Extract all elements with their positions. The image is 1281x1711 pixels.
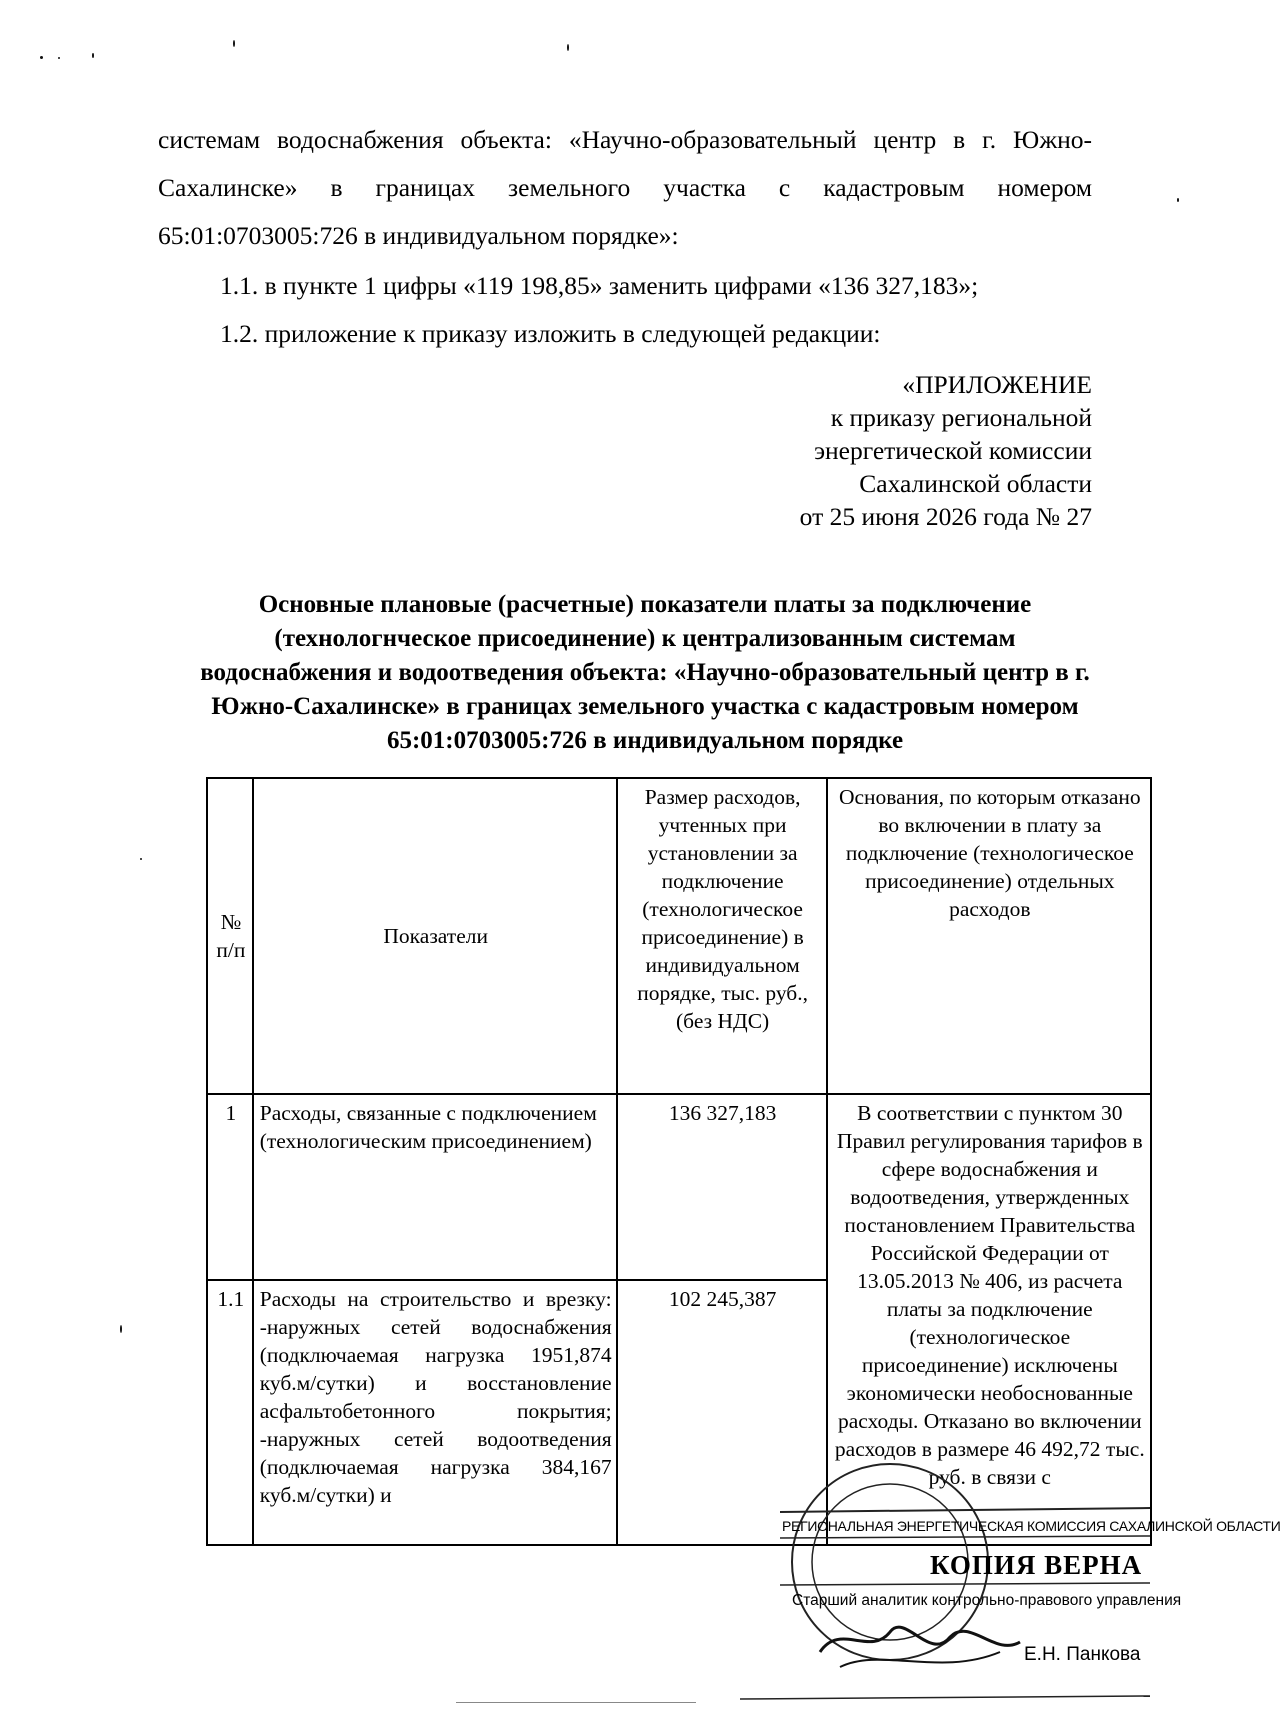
- amendment-item-1: 1.1. в пункте 1 цифры «119 198,85» заменить цифрами «136 327,183»;: [220, 271, 979, 300]
- stamp-signatory-name: Е.Н. Панкова: [1024, 1644, 1141, 1665]
- row-indicator: Расходы, связанные с подключением (технологическим присоединением): [253, 1094, 617, 1280]
- stamp-position: Старший аналитик контрольно-правового управления: [792, 1592, 1182, 1609]
- appendix-line: к приказу региональной: [830, 403, 1092, 432]
- scan-speck: [456, 1702, 696, 1703]
- header-amount: Размер расходов, учтенных при установлении за подключение (технологическое присоединение) в индивидуальном порядке, тыс. руб., (без НДС): [617, 778, 827, 1094]
- row-amount: 136 327,183: [617, 1094, 827, 1280]
- table-header-row: [207, 778, 1151, 1094]
- table-row: [207, 1094, 1151, 1280]
- scan-speck: [140, 858, 142, 860]
- stamp-copy-certified: КОПИЯ ВЕРНА: [930, 1550, 1143, 1580]
- header-reasons: Основания, по которым отказано во включении в плату за подключение (технологическое присоединение) отдельных расходов: [827, 778, 1151, 1094]
- scan-speck: [92, 53, 94, 58]
- row-indicator-text: Расходы на строительство и врезку: -наружных сетей водоснабжения (подключаемая нагрузка 1951,874 куб.м/сутки) и восстановление асфальтобетонного покрытия; -наружных сетей водоотведения (подключаемая нагрузка 384,167 куб.м/сутки) и: [259, 1287, 612, 1507]
- scan-speck: [233, 40, 235, 47]
- certification-stamp: [780, 1452, 1281, 1711]
- scan-speck: [40, 56, 43, 59]
- scan-speck: [567, 44, 569, 51]
- indicators-table: [206, 777, 1152, 1546]
- header-num: № п/п: [207, 778, 253, 1094]
- seal-icon: [780, 1452, 1160, 1711]
- row-num: 1.1: [207, 1280, 253, 1545]
- amendment-item-2: 1.2. приложение к приказу изложить в следующей редакции:: [220, 319, 881, 348]
- document-heading: Основные плановые (расчетные) показатели платы за подключение (технологнческое присоединение) к централизованным системам водоснабжения и водоотведения объекта: «Научно-образовательный центр в г. Южно-Сахалинске» в границах земельного участка с кадастровым номером 65:01:0703005:726 в индивидуальном порядке: [200, 591, 1090, 754]
- scan-speck: [58, 57, 60, 59]
- appendix-title: «ПРИЛОЖЕНИЕ: [902, 370, 1092, 399]
- reasons-cell: В соответствии с пунктом 30 Правил регулирования тарифов в сфере водоснабжения и водоотведения, утвержденных постановлением Правительства Российской Федерации от 13.05.2013 № 406, из расчета платы за подключение (технологическое присоединение) исключены экономически необоснованные расходы. Отказано во включении расходов в размере 46 492,72 тыс. руб. в связи с: [827, 1094, 1151, 1545]
- appendix-date-number: от 25 июня 2026 года № 27: [799, 502, 1092, 531]
- row-amount: 102 245,387: [617, 1280, 827, 1545]
- appendix-line: Сахалинской области: [859, 469, 1092, 498]
- appendix-line: энергетической комиссии: [814, 436, 1092, 465]
- stamp-organization: РЕГИОНАЛЬНАЯ ЭНЕРГЕТИЧЕСКАЯ КОМИССИЯ САХАЛИНСКОЙ ОБЛАСТИ: [782, 1518, 1281, 1534]
- header-indicator: Показатели: [253, 778, 617, 1094]
- row-indicator: [253, 1280, 617, 1545]
- intro-paragraph: системам водоснабжения объекта: «Научно-образовательный центр в г. Южно-Сахалинске» в границах земельного участка с кадастровым номером 65:01:0703005:726 в индивидуальном порядке»:: [158, 125, 1092, 250]
- appendix-header: [800, 368, 1092, 533]
- scan-speck: [120, 1325, 122, 1333]
- row-num: 1: [207, 1094, 253, 1280]
- scan-speck: [1177, 198, 1179, 202]
